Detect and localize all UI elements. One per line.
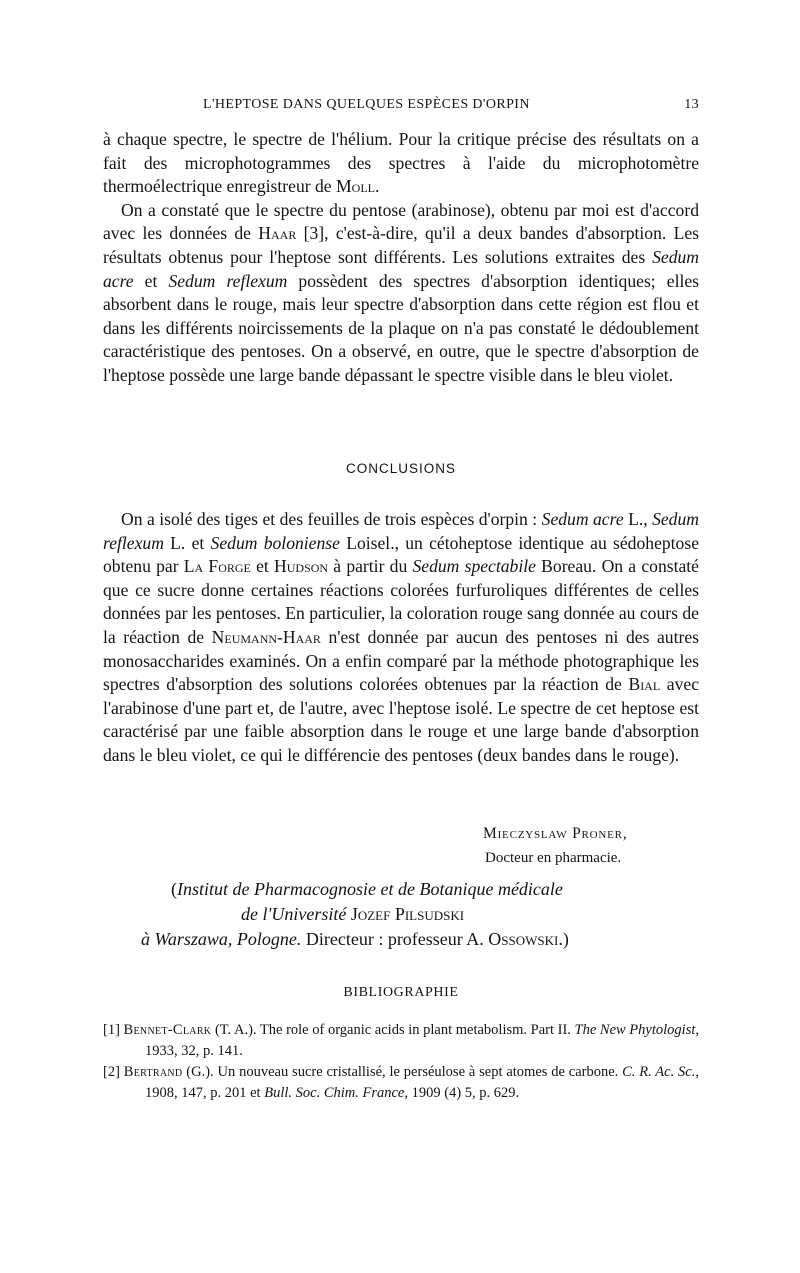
running-head [103,97,699,117]
paragraph-3-text: On a isolé des tiges et des feuilles de trois espèces d'orpin : [121,509,542,529]
reference-1 [103,1020,699,1062]
paragraph-3-text-d: Loisel., un cétoheptose identique au sédoheptose obtenu par [103,532,700,577]
institute-open-paren: ( [171,879,177,899]
paragraph-3-text-e: et [250,556,275,577]
bibliography-list [103,1020,699,1104]
species-sedum-boloniense: Sedum boloniense [210,532,340,553]
reference-text: (T. A.). The role of organic acids in plant metabolism. Part II. [211,1022,575,1038]
paragraph-2-text-c: et [133,270,169,291]
director-name: Ossowski [488,929,559,949]
paragraph-3-text-g: Boreau. On a constaté que ce sucre donne certaines réactions colorées furfuroliques différentes de celles données par les pentoses. En particulier, la coloration rouge sang donnée au cours de la réaction de [103,556,699,647]
institute-university: de l'Université [241,904,351,924]
institute-line-1 [171,877,767,902]
institute-university-name: Jozef Pilsudski [350,904,465,924]
reference-journal-2: Bull. Soc. Chim. France [264,1085,405,1101]
reference-author: Bennet-Clark [123,1022,212,1038]
institute-line-2 [241,902,800,927]
main-text [103,128,699,388]
reference-details-2: , 1909 (4) 5, p. 629. [404,1085,520,1101]
reference-journal: The New Phytologist [574,1022,696,1038]
reference-number: [1] [103,1022,120,1038]
author-la-forge: La Forge [183,556,251,577]
reference-number: [2] [103,1064,120,1080]
page-number: 13 [684,97,699,112]
reference-2 [103,1062,699,1104]
paragraph-1 [103,128,699,199]
paragraph-1-end: . [375,176,380,197]
author-bial: Bial [628,674,661,695]
institute-name: Institut de Pharmacognosie et de Botanique médicale [177,879,563,899]
author-moll: Moll [336,176,375,197]
institute-director: Directeur : professeur A. [301,929,489,949]
paragraph-2-text-d: possèdent des spectres d'absorption identiques; elles absorbent dans le rouge, mais leur spectre d'absorption dans cette région est flou et dans les différents noircissements de la plaque on n'a pas constaté le dédoublement caractéristique des pentoses. On a observé, en outre, que le spectre d'absorption de l'heptose possède une large bande dépassant le spectre visible dans le bleu violet. [103,270,700,385]
paragraph-2-text-b: [3], c'est-à-dire, qu'il a deux bandes d'absorption. Les résultats obtenus pour l'heptose sont différents. Les solutions extraites des [103,223,699,267]
conclusions-text [103,508,699,768]
paragraph-2-text: On a constaté que le spectre du pentose (arabinose), obtenu par moi est d'accord avec les données de [103,199,699,244]
paragraph-3-text-f: à partir du [328,556,413,577]
species-sedum-acre-2: Sedum acre [541,509,624,529]
paragraph-3 [103,508,699,768]
institute-close: .) [558,929,569,949]
species-sedum-reflexum-2: Sedum reflexum [103,509,699,553]
author-hudson: Hudson [274,556,329,577]
species-sedum-reflexum: Sedum reflexum [168,270,288,291]
paragraph-3-text-c: L. et [163,532,211,553]
reference-author: Bertrand [123,1064,183,1080]
reference-details: , 1933, 32, p. 141. [145,1022,699,1059]
bibliography-heading: BIBLIOGRAPHIE [343,985,459,1000]
running-head-title: L'HEPTOSE DANS QUELQUES ESPÈCES D'ORPIN [203,97,530,112]
institute-block [103,877,699,952]
author-neumann-haar: Neumann-Haar [211,626,321,647]
paragraph-3-text-h: n'est donnée par aucun des pentoses ni des autres monosaccharides examinés. On a enfin comparé par la méthode photographique les spectres d'absorption des solutions colorées obtenues par la réaction de [103,626,699,695]
author-haar: Haar [258,223,297,244]
signature-block [483,822,628,870]
paragraph-2 [103,199,699,388]
species-sedum-acre: Sedum acre [103,246,699,291]
paragraph-3-text-i: avec l'arabinose d'une part et, de l'autre, avec l'heptose isolé. Le spectre de cet heptose est caractérisé par une faible absorption dans le rouge et une large bande d'absorption dans le bleu violet, ce qui le différencie des pentoses (deux bandes dans le rouge). [103,674,700,765]
signature-name: Mieczyslaw Proner, [483,825,628,842]
signature-title: Docteur en pharmacie. [485,850,622,866]
paragraph-3-text-b: L., [623,509,653,529]
reference-details: , 1908, 147, p. 201 et [145,1064,699,1101]
reference-text: (G.). Un nouveau sucre cristallisé, le perséulose à sept atomes de carbone. [182,1064,623,1080]
species-sedum-spectabile: Sedum spectabile [412,556,536,577]
reference-journal: C. R. Ac. Sc. [622,1064,696,1080]
conclusions-heading: CONCLUSIONS [345,461,456,476]
institute-location: à Warszawa, Pologne. [141,929,302,949]
institute-line-3 [141,927,737,952]
paragraph-1-text: à chaque spectre, le spectre de l'hélium. Pour la critique précise des résultats on a fait des microphotogrammes des spectres à l'aide du microphotomètre thermoélectrique enregistreur de [103,129,699,197]
